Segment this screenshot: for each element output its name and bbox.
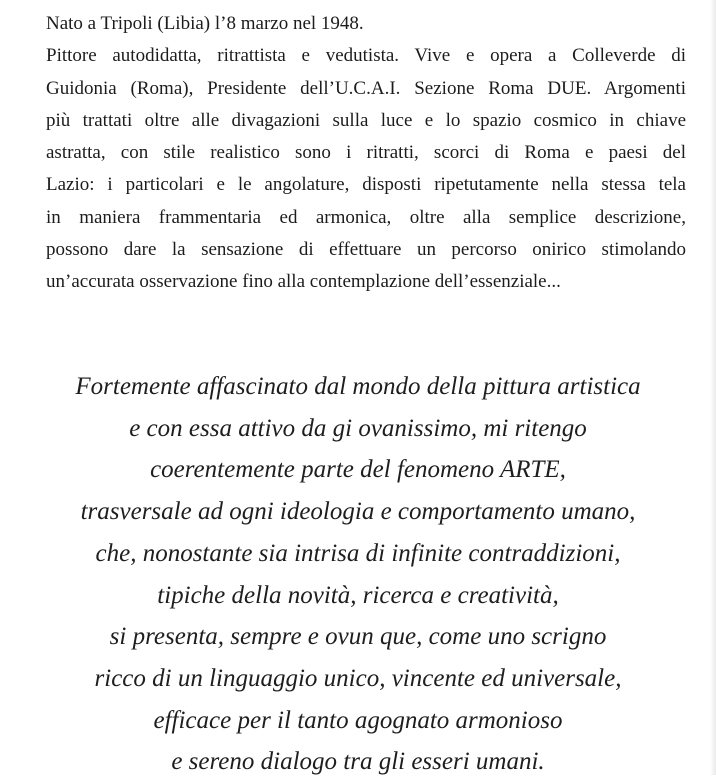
quote-line-8: ricco di un linguaggio unico, vincente ed universale,	[94, 664, 622, 692]
artist-statement-quote	[0, 366, 716, 783]
quote-line-9: efficace per il tanto agognato armonioso	[153, 706, 563, 734]
biography-paragraph	[46, 8, 686, 299]
quote-line-7: si presenta, sempre e ovun que, come uno scrigno	[109, 623, 607, 651]
bio-line-1: Nato a Tripoli (Libia) l’8 marzo nel 1948.	[46, 13, 364, 34]
quote-line-10: e sereno dialogo tra gli esseri umani.	[171, 748, 545, 776]
bio-line-2: Pittore autodidatta, ritrattista e vedutista. Vive e opera a Colleverde di	[46, 45, 686, 67]
bio-line-9: un’accurata osservazione fino alla contemplazione dell’essenziale...	[46, 271, 561, 293]
quote-line-2: e con essa attivo da gi ovanissimo, mi ritengo	[129, 414, 587, 442]
bio-line-7: in maniera frammentaria ed armonica, oltre alla semplice descrizione,	[46, 206, 686, 228]
bio-line-4: più trattati oltre alle divagazioni sulla luce e lo spazio cosmico in chiave	[46, 109, 686, 131]
bio-line-8: possono dare la sensazione di effettuare un percorso onirico stimolando	[46, 239, 686, 261]
bio-line-5: astratta, con stile realistico sono i ritratti, scorci di Roma e paesi del	[46, 142, 686, 164]
quote-line-1: Fortemente affascinato dal mondo della pittura artistica	[75, 373, 641, 400]
page-edge-shadow	[710, 0, 716, 775]
quote-line-3: coerentemente parte del fenomeno ARTE,	[150, 456, 566, 484]
bio-line-3: Guidonia (Roma), Presidente dell’U.C.A.I. Sezione Roma DUE. Argomenti	[46, 77, 686, 99]
quote-line-5: che, nonostante sia intrisa di infinite contraddizioni,	[95, 539, 621, 567]
quote-line-6: tipiche della novità, ricerca e creatività,	[157, 581, 559, 609]
bio-line-6: Lazio: i particolari e le angolature, disposti ripetutamente nella stessa tela	[46, 174, 686, 196]
quote-line-4: trasversale ad ogni ideologia e comportamento umano,	[80, 498, 636, 526]
